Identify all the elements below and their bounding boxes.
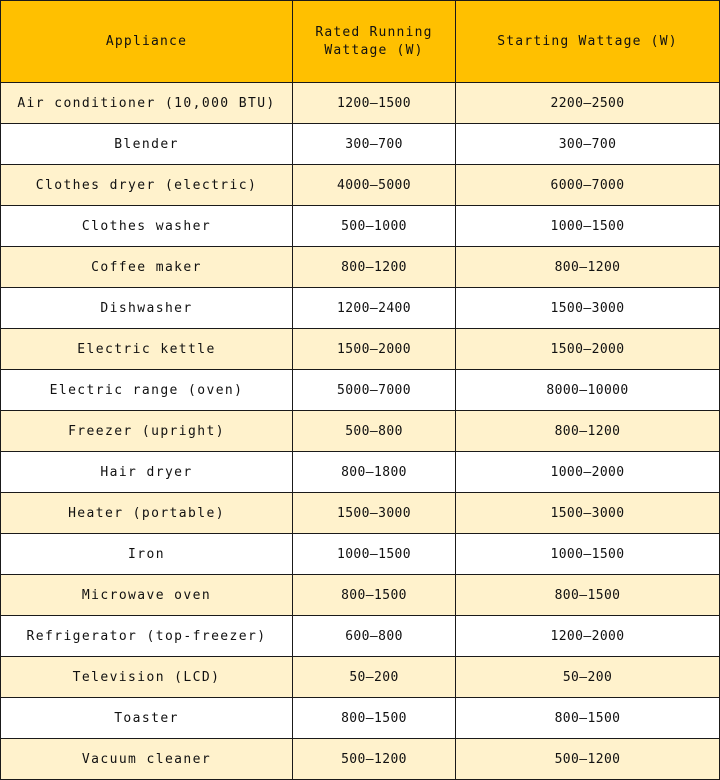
table-row — [1, 698, 720, 739]
table-row — [1, 739, 720, 780]
cell-rated-running-wattage: 500–1200 — [293, 739, 456, 780]
cell-appliance: Microwave oven — [1, 575, 293, 616]
cell-rated-running-wattage: 800–1500 — [293, 575, 456, 616]
header-starting-wattage: Starting Wattage (W) — [456, 1, 720, 83]
cell-rated-running-wattage: 4000–5000 — [293, 165, 456, 206]
cell-rated-running-wattage: 300–700 — [293, 124, 456, 165]
cell-rated-running-wattage: 50–200 — [293, 657, 456, 698]
cell-starting-wattage: 1500–2000 — [456, 329, 720, 370]
cell-appliance: Refrigerator (top-freezer) — [1, 616, 293, 657]
table-row — [1, 247, 720, 288]
cell-starting-wattage: 2200–2500 — [456, 83, 720, 124]
cell-rated-running-wattage: 5000–7000 — [293, 370, 456, 411]
cell-starting-wattage: 1500–3000 — [456, 288, 720, 329]
cell-starting-wattage: 800–1500 — [456, 575, 720, 616]
cell-starting-wattage: 500–1200 — [456, 739, 720, 780]
table-row — [1, 83, 720, 124]
cell-rated-running-wattage: 1200–1500 — [293, 83, 456, 124]
cell-rated-running-wattage: 800–1500 — [293, 698, 456, 739]
cell-appliance: Freezer (upright) — [1, 411, 293, 452]
cell-rated-running-wattage: 600–800 — [293, 616, 456, 657]
table-header — [1, 1, 720, 83]
cell-starting-wattage: 800–1500 — [456, 698, 720, 739]
cell-rated-running-wattage: 1500–3000 — [293, 493, 456, 534]
cell-appliance: Air conditioner (10,000 BTU) — [1, 83, 293, 124]
cell-starting-wattage: 800–1200 — [456, 247, 720, 288]
cell-starting-wattage: 1000–2000 — [456, 452, 720, 493]
cell-rated-running-wattage: 800–1800 — [293, 452, 456, 493]
cell-appliance: Hair dryer — [1, 452, 293, 493]
cell-starting-wattage: 800–1200 — [456, 411, 720, 452]
table-row — [1, 575, 720, 616]
cell-appliance: Clothes washer — [1, 206, 293, 247]
cell-rated-running-wattage: 1000–1500 — [293, 534, 456, 575]
cell-rated-running-wattage: 500–1000 — [293, 206, 456, 247]
header-running-line1: Rated Running — [315, 24, 433, 40]
table-row — [1, 370, 720, 411]
cell-starting-wattage: 1000–1500 — [456, 206, 720, 247]
cell-appliance: Dishwasher — [1, 288, 293, 329]
table-row — [1, 206, 720, 247]
cell-starting-wattage: 1000–1500 — [456, 534, 720, 575]
table-row — [1, 288, 720, 329]
header-running-line2: Wattage (W) — [324, 42, 424, 58]
table-row — [1, 165, 720, 206]
cell-rated-running-wattage: 800–1200 — [293, 247, 456, 288]
table-row — [1, 534, 720, 575]
cell-appliance: Electric range (oven) — [1, 370, 293, 411]
table-row — [1, 493, 720, 534]
cell-appliance: Television (LCD) — [1, 657, 293, 698]
table-body — [1, 83, 720, 780]
table-row — [1, 616, 720, 657]
cell-appliance: Toaster — [1, 698, 293, 739]
table-row — [1, 657, 720, 698]
cell-starting-wattage: 50–200 — [456, 657, 720, 698]
cell-appliance: Electric kettle — [1, 329, 293, 370]
header-appliance: Appliance — [1, 1, 293, 83]
cell-starting-wattage: 1200–2000 — [456, 616, 720, 657]
cell-starting-wattage: 8000–10000 — [456, 370, 720, 411]
cell-appliance: Blender — [1, 124, 293, 165]
cell-appliance: Clothes dryer (electric) — [1, 165, 293, 206]
cell-rated-running-wattage: 1500–2000 — [293, 329, 456, 370]
cell-appliance: Iron — [1, 534, 293, 575]
table-row — [1, 452, 720, 493]
cell-rated-running-wattage: 1200–2400 — [293, 288, 456, 329]
cell-starting-wattage: 300–700 — [456, 124, 720, 165]
table-row — [1, 411, 720, 452]
header-rated-running-wattage — [293, 1, 456, 83]
cell-appliance: Coffee maker — [1, 247, 293, 288]
cell-appliance: Heater (portable) — [1, 493, 293, 534]
cell-starting-wattage: 1500–3000 — [456, 493, 720, 534]
table-row — [1, 329, 720, 370]
header-row — [1, 1, 720, 83]
cell-starting-wattage: 6000–7000 — [456, 165, 720, 206]
cell-appliance: Vacuum cleaner — [1, 739, 293, 780]
cell-rated-running-wattage: 500–800 — [293, 411, 456, 452]
table-row — [1, 124, 720, 165]
